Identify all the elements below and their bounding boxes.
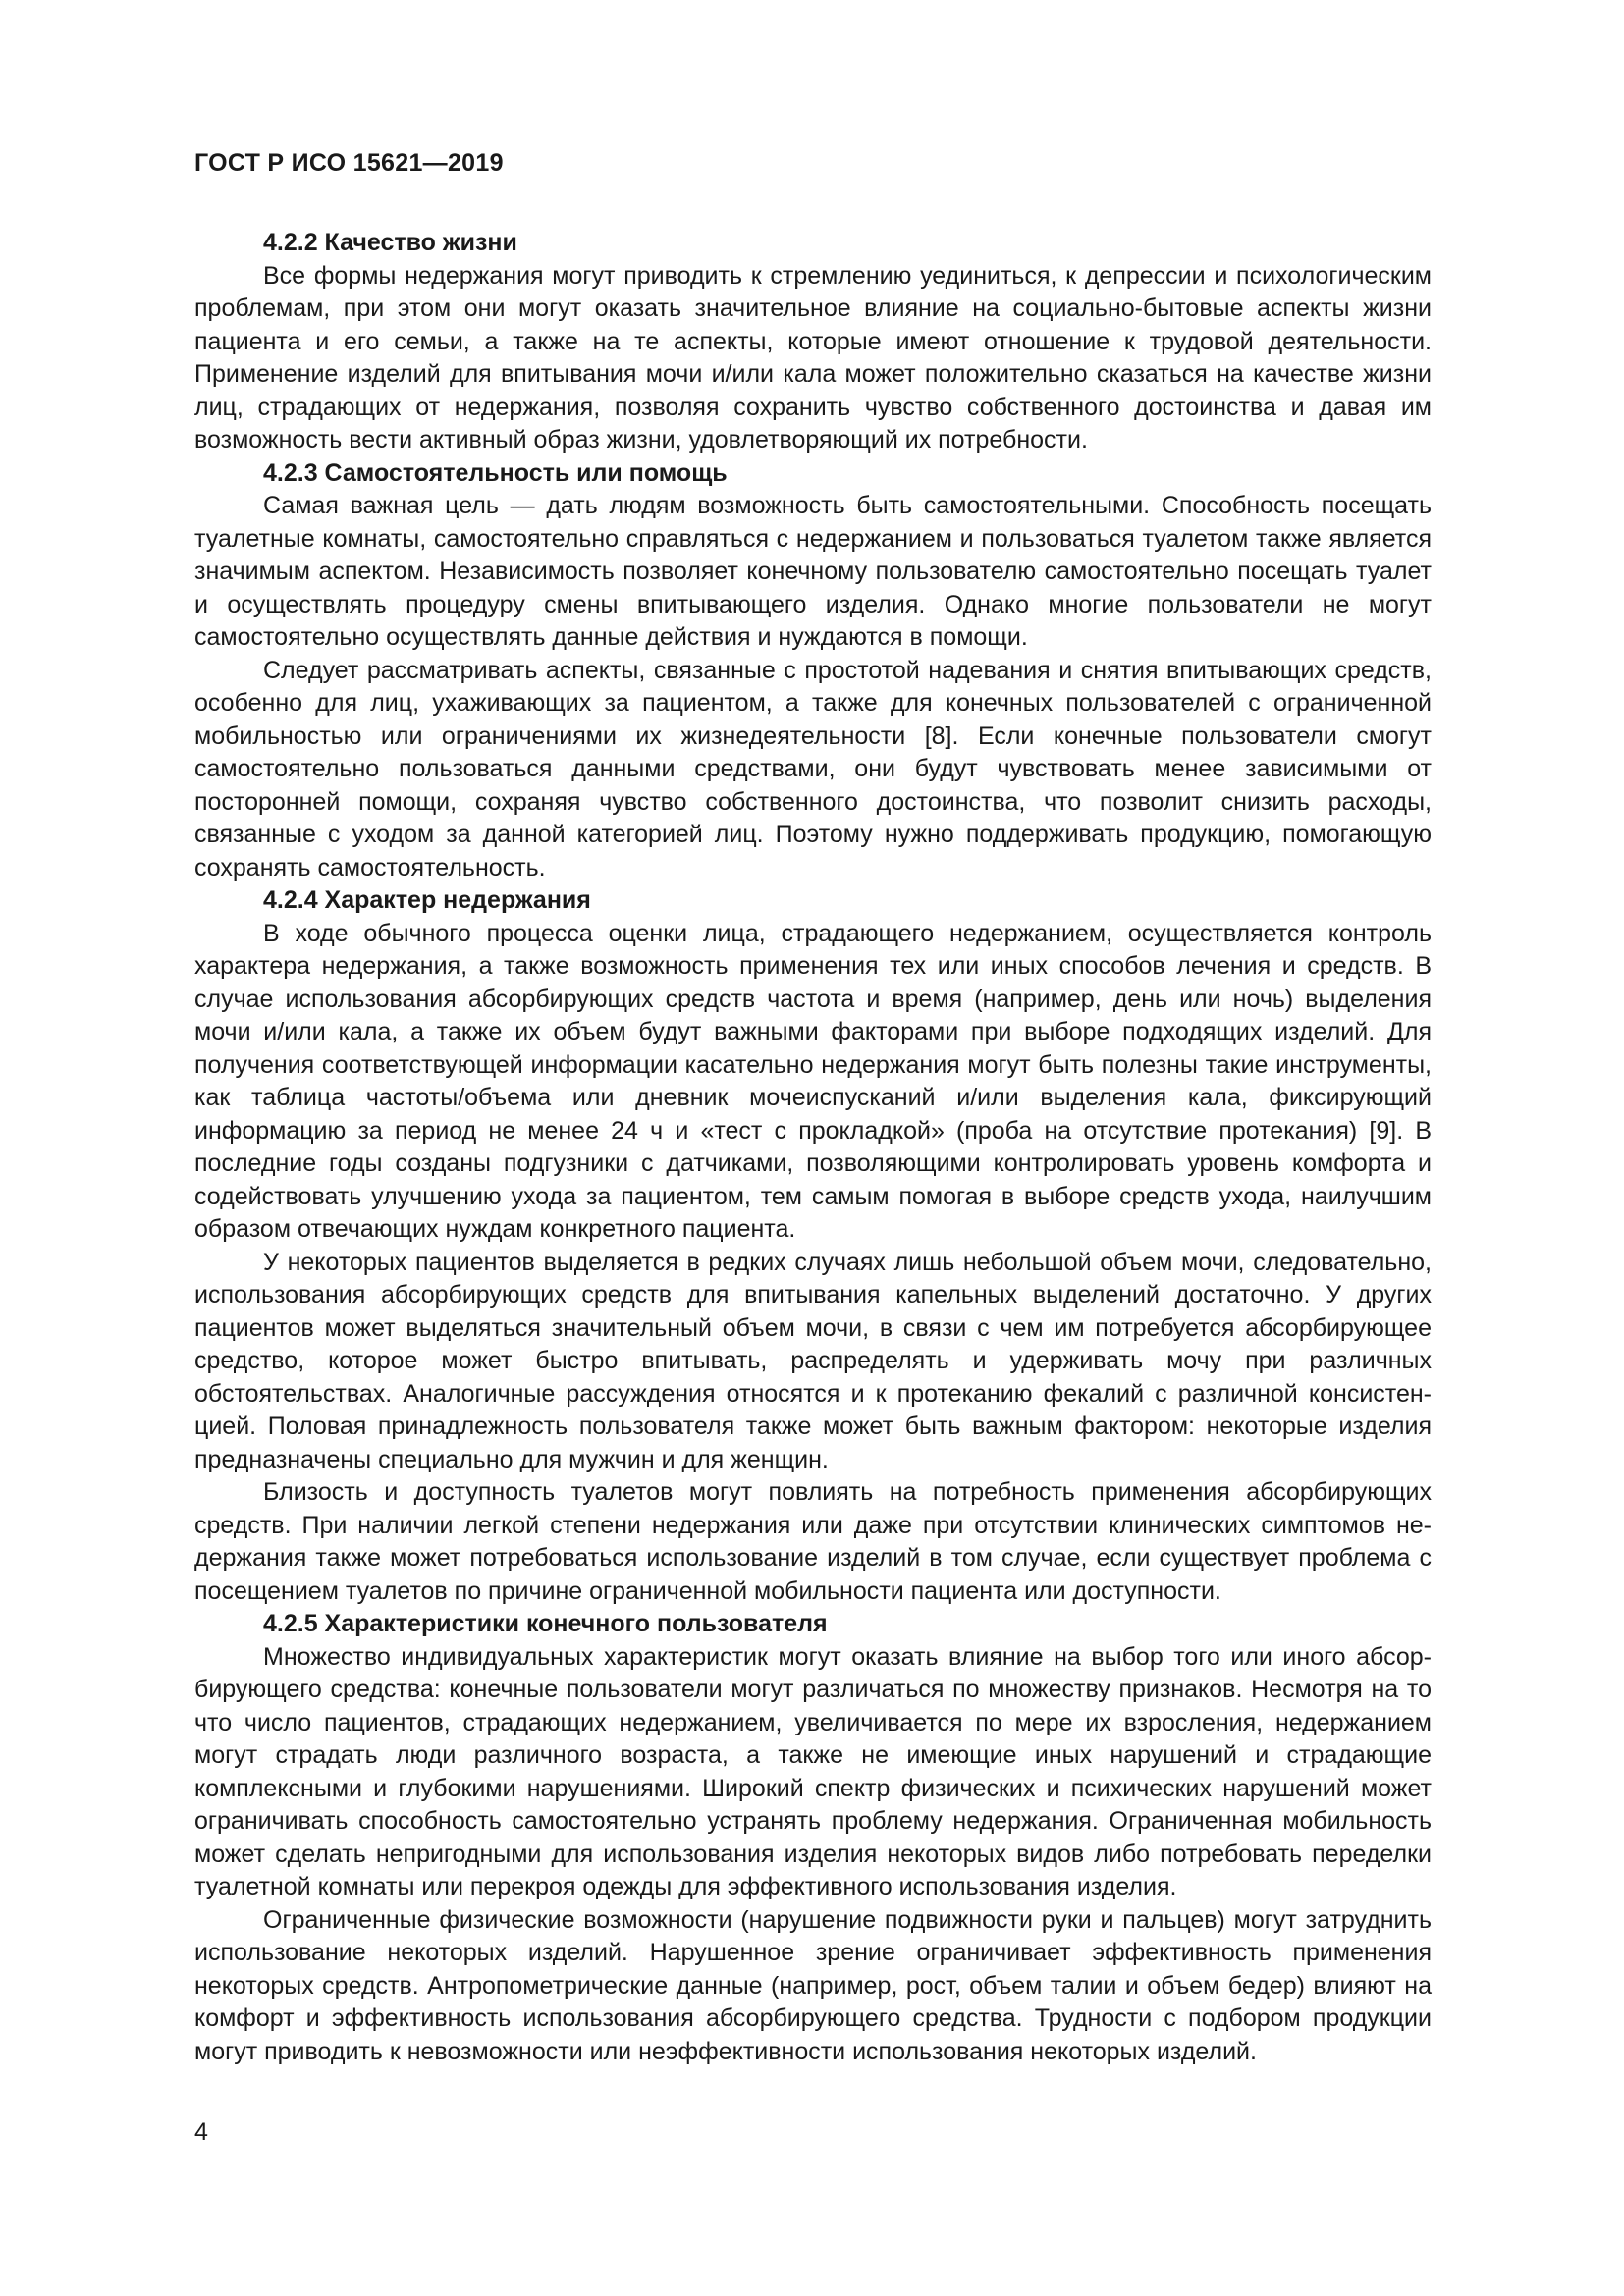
section-heading: 4.2.4 Характер недержания	[263, 886, 591, 914]
document-body	[194, 227, 1432, 2068]
paragraph: Все формы недержания могут приводить к стремлению уединиться, к депрессии и психологическим проблемам, при этом они могут оказать значительное влияние на социально-бытовые аспекты жизни пациента и его семьи, а также на те аспекты, которые имеют отношение к трудовой деятельности. Применение изделий для впитывания мочи и/или кала может положительно сказаться на качестве жизни лиц, страдающих от недержания, позволяя сохранить чувство собственного достоинства и давая им возможность вести активный образ жизни, удовлетворяющий их потребности.	[194, 261, 1432, 454]
section-heading: 4.2.3 Самостоятельность или помощь	[263, 458, 728, 487]
section-heading: 4.2.2 Качество жизни	[263, 229, 517, 256]
paragraph: У некоторых пациентов выделяется в редких случаях лишь небольшой объем мочи, следовательно, использования абсорбирующих средств для впитывания капельных выделений достаточно. У других пациентов может выделяться значительный объем мочи, в связи с чем им потребуется абсорбирующее средство, которое может быстро впитывать, распределять и удерживать мочу при различных обстоятельствах. Аналогичные рассуждения относятся и к протеканию фекалий с различной консистенцией. Половая принадлежность пользователя также может быть важным фактором: некоторые изделия предназначены специально для мужчин и для женщин.	[194, 1248, 1432, 1473]
page-number: 4	[194, 2118, 208, 2146]
paragraph: Ограниченные физические возможности (нарушение подвижности руки и пальцев) могут затруднить использование некоторых изделий. Нарушенное зрение ограничивает эффективность применения некоторых средств. Антропометрические данные (например, рост, объем талии и объем бедер) влияют на комфорт и эффективность использования абсорбирующего средства. Трудности с подбором продукции могут приводить к невозможности или неэффективности использования некоторых изделий.	[194, 1905, 1432, 2065]
section-heading: 4.2.5 Характеристики конечного пользователя	[263, 1610, 828, 1637]
paragraph: Самая важная цель — дать людям возможность быть самостоятельными. Способность посещать туалетные комнаты, самостоятельно справляться с недержанием и пользоваться туалетом также является значимым аспектом. Независимость позволяет конечному пользователю самостоятельно посещать туалет и осуществлять процедуру смены впитывающего изделия. Однако многие пользователи не могут самостоятельно осуществлять данные действия и нуждаются в помощи.	[194, 492, 1432, 651]
paragraph: Близость и доступность туалетов могут повлиять на потребность применения абсорбирующих средств. При наличии легкой степени недержания или даже при отсутствии клинических симптомов недержания также может потребоваться использование изделий в том случае, если существует проблема с посещением туалетов по причине ограниченной мобильности пациента или доступности.	[194, 1478, 1432, 1605]
paragraph: В ходе обычного процесса оценки лица, страдающего недержанием, осуществляется контроль характера недержания, а также возможность применения тех или иных способов лечения и средств. В случае использования абсорбирующих средств частота и время (например, день или ночь) выделения мочи и/или кала, а также их объем будут важными факторами при выборе подходящих изделий. Для получения соответствующей информации касательно недержания могут быть полезны такие инструменты, как таблица частоты/объема или дневник мочеиспусканий и/или выделения кала, фиксирующий информацию за период не менее 24 ч и «тест с прокладкой» (проба на отсутствие протекания) [9]. В последние годы созданы подгузники с датчиками, позволяющими контролировать уровень комфорта и содействовать улучшению ухода за пациентом, тем самым помогая в выборе средств ухода, наилучшим образом отвечающих нуждам конкретного пациента.	[194, 919, 1432, 1243]
paragraph: Следует рассматривать аспекты, связанные с простотой надевания и снятия впитывающих средств, особенно для лиц, ухаживающих за пациентом, а также для конечных пользователей с ограниченной мобильностью или ограничениями их жизнедеятельности [8]. Если конечные пользователи смогут самостоятельно пользоваться данными средствами, они будут чувствовать менее зависимыми от посторонней помощи, сохраняя чувство собственного достоинства, что позволит снизить расходы, связанные с уходом за данной категорией лиц. Поэтому нужно поддерживать продукцию, помогающую сохранять самостоятельность.	[194, 656, 1432, 881]
paragraph: Множество индивидуальных характеристик могут оказать влияние на выбор того или иного абсорбирующего средства: конечные пользователи могут различаться по множеству признаков. Несмотря на то что число пациентов, страдающих недержанием, увеличивается по мере их взросления, недержанием могут страдать люди различного возраста, а также не имеющие иных нарушений и страдающие комплексными и глубокими нарушениями. Широкий спектр физических и психических нарушений может ограничивать способность самостоятельно устранять проблему недержания. Ограниченная мобильность может сделать непригодными для использования изделия некоторых видов либо потребовать переделки туалетной комнаты или перекроя одежды для эффективного использования изделия.	[194, 1642, 1432, 1900]
document-header: ГОСТ Р ИСО 15621—2019	[194, 149, 504, 177]
